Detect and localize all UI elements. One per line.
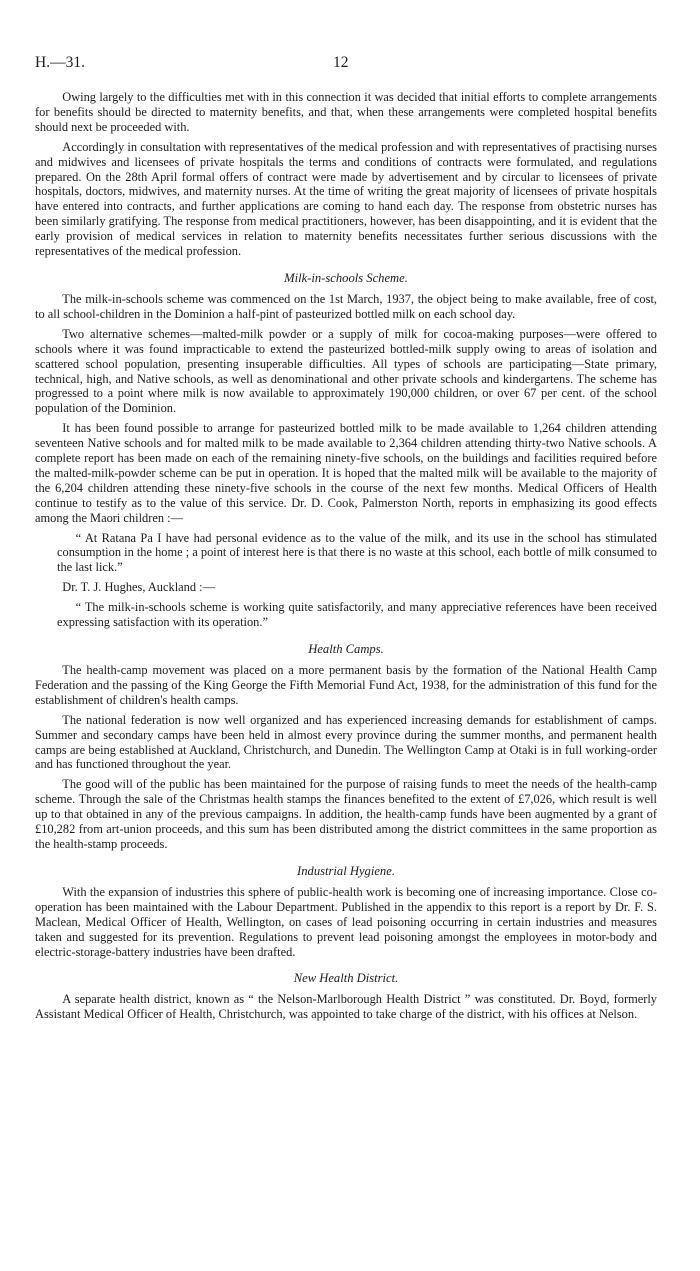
page-header [35,54,657,74]
section-heading-industrial-hygiene: Industrial Hygiene. [297,863,395,878]
paragraph-contracts: Accordingly in consultation with representatives of the medical profession and with representatives of practising nurses and midwives and licensees of private hospitals the terms and conditions of contracts were formulated, and regulations prepared. On the 28th April formal offers of contract were made by advertisement and by circular to licensees of private hospitals, doctors, midwives, and maternity nurses. At the time of writing the great majority of licensees of private hospitals have entered into contracts, and further applications are coming to hand each day. The response from obstetric nurses has been similarly gratifying. The response from medical practitioners, however, has been disappointing, and it is evident that the early provision of medical services in relation to maternity benefits necessitates further serious discussions with the representatives of the medical profession. [35,139,657,259]
paragraph-industrial-hygiene: With the expansion of industries this sphere of public-health work is becoming one of increasing importance. Close co-operation has been maintained with the Labour Department. Published in the appendix to this report is a report by Dr. F. S. Maclean, Medical Officer of Health, Wellington, on cases of lead poisoning occurring in certain industries and measures taken and suggested for its prevention. Regulations to prevent lead poisoning amongst the employees in motor-body and electric-storage-battery industries have been drafted. [35,884,657,959]
paragraph-milk-native-schools: It has been found possible to arrange for pasteurized bottled milk to be made available to 1,264 children attending seventeen Native schools and for malted milk to be made available to 2,364 children attending thirty-two Native schools. A complete report has been made on each of the remaining ninety-five schools, on the buildings and facilities required before the malted-milk-powder scheme can be put in operation. It is hoped that the malted milk will be available to the majority of the 6,204 children attending these ninety-five schools in the course of the next few months. Medical Officers of Health continue to testify as to the value of this service. Dr. D. Cook, Palmerston North, reports in emphasizing its good effects among the Maori children :— [35,421,657,525]
section-heading-milk-in-schools: Milk-in-schools Scheme. [284,270,408,285]
page-number: 12 [333,54,349,71]
section-heading-new-health-district: New Health District. [293,971,399,986]
paragraph-hughes-attribution: Dr. T. J. Hughes, Auckland :— [62,580,215,595]
section-heading-health-camps: Health Camps. [308,642,384,656]
paragraph-health-camp-movement: The health-camp movement was placed on a more permanent basis by the formation of the National Health Camp Federation and the passing of the King George the Fifth Memorial Fund Act, 1938, for the administration of this fund for the establishment of children's health camps. [35,663,657,707]
paragraph-nelson-marlborough: A separate health district, known as “ the Nelson-Marlborough Health District ” was constituted. Dr. Boyd, formerly Assistant Medical Officer of Health, Christchurch, was appointed to take charge of the district, with his offices at Nelson. [35,992,657,1022]
paragraph-milk-alternatives: Two alternative schemes—malted-milk powder or a supply of milk for cocoa-making purposes—were offered to schools where it was found impracticable to extend the pasteurized bottled-milk supply owing to areas of isolation and scattered school population, presenting insuperable difficulties. All types of schools are participating—State primary, technical, high, and Native schools, as well as denominational and other private schools and kindergartens. The scheme has progressed to a point where milk is now available to approximately 190,000 children, or over 67 per cent. of the school population of the Dominion. [35,326,657,416]
paragraph-maternity-intro: Owing largely to the difficulties met with in this connection it was decided that initial efforts to complete arrangements for benefits should be directed to maternity benefits, and that, when these arrangements were completed hospital benefits should next be proceeded with. [35,90,657,134]
paragraph-national-federation: The national federation is now well organized and has experienced increasing demands for establishment of camps. Summer and secondary camps have been held in almost every province during the summer months, and permanent health camps are being established at Auckland, Christchurch, and Dunedin. The Wellington Camp at Otaki is in full working-order and has functioned throughout the year. [35,712,657,772]
paragraph-public-goodwill: The good will of the public has been maintained for the purpose of raising funds to meet the needs of the health-camp scheme. Through the sale of the Christmas health stamps the finances benefited to the extent of £7,026, which result is well up to that obtained in any of the previous campaigns. In addition, the health-camp funds have been augmented by a grant of £10,282 from art-union proceeds, and this sum has been distributed among the district committees in the same proportion as the health-stamp proceeds. [35,777,657,851]
document-body [35,90,657,1027]
report-reference: H.—31. [35,54,85,71]
quote-hughes: “ The milk-in-schools scheme is working quite satisfactorily, and many appreciative references have been received expressing satisfaction with its operation.” [57,600,657,630]
quote-ratana-pa: “ At Ratana Pa I have had personal evidence as to the value of the milk, and its use in the school has stimulated consumption in the home ; a point of interest here is that there is no waste at this school, each bottle of milk consumed to the last lick.” [57,530,657,575]
paragraph-milk-commenced: The milk-in-schools scheme was commenced on the 1st March, 1937, the object being to make available, free of cost, to all school-children in the Dominion a half-pint of pasteurized bottled milk on each school day. [35,291,657,321]
